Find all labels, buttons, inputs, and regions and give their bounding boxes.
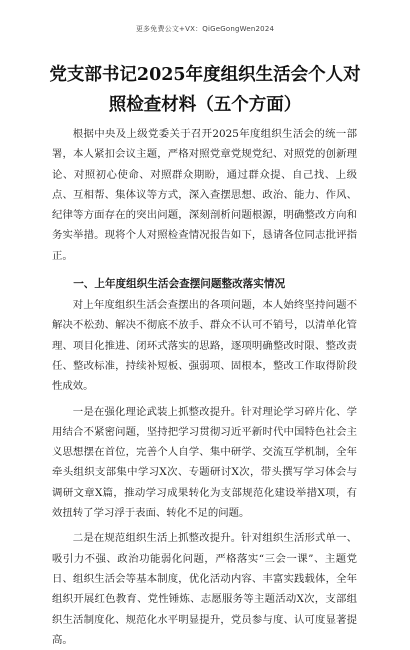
intro-paragraph: 根据中央及上级党委关于召开2025年度组织生活会的统一部署，本人紧扣会议主题，严格对照党章党规党纪、对照党的创新理论、对照初心使命、对照群众期盼，通过群众提、自己找、上级点、互相帮、集体议等方式，深入查摆思想、政治、能力、作风、纪律等方面存在的突出问题，深刻剖析问题根源，明确整改方向和务实举措。现将个人对照检查情况报告如下，恳请各位同志批评指正。 — [52, 128, 357, 262]
document-body — [52, 124, 357, 650]
item-paragraph-organization: 二是在规范组织生活上抓整改提升。针对组织生活形式单一、吸引力不强、政治功能弱化问题，严格落实“三会一课”、主题党日、组织生活会等基本制度，优化活动内容、丰富实践载体，全年组织开展红色教育、党性锤炼、志愿服务等主题活动X次，支部组织生活制度化、规范化水平明显提升，党员参与度、认可度显著提高。 — [52, 532, 357, 646]
header-note: 更多免费公文+VX：QiGeGongWen2024 — [135, 25, 275, 33]
section-heading: 一、上年度组织生活会查摆问题整改落实情况 — [73, 278, 286, 291]
item-paragraph-theory: 一是在强化理论武装上抓整改提升。针对理论学习碎片化、学用结合不紧密问题，坚持把学习贯彻习近平新时代中国特色社会主义思想摆在首位，完善个人自学、集中研学、交流互学机制，全年牵头组织支部集中学习X次、专题研讨X次，带头撰写学习体会与调研文章X篇，推动学习成果转化为支部规范化建设举措X项，有效扭转了学习浮于表面、转化不足的问题。 — [52, 405, 357, 520]
document-title: 党支部书记2025年度组织生活会个人对照检查材料（五个方面） — [49, 65, 361, 115]
section-intro-paragraph: 对上年度组织生活会查摆出的各项问题，本人始终坚持问题不解决不松劲、解决不彻底不放手、群众不认可不销号，以清单化管理、项目化推进、闭环式落实的思路，逐项明确整改时限、整改责任、整改标准，持续补短板、强弱项、固根本，整改工作取得阶段性成效。 — [52, 299, 357, 393]
